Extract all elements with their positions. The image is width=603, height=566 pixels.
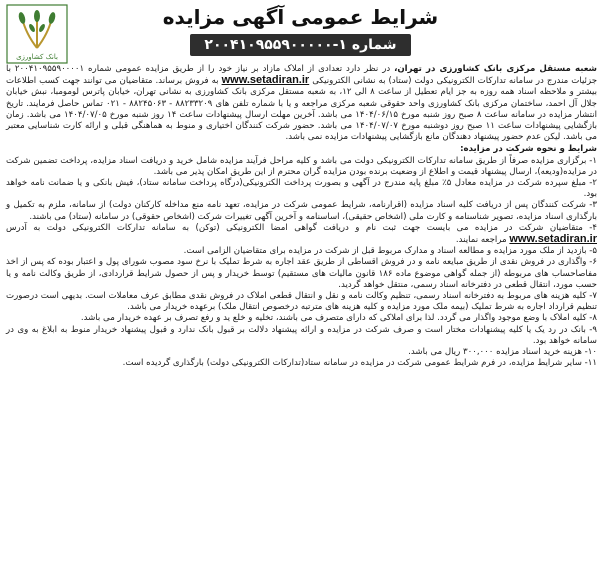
condition-item-1: ۱- برگزاری مزایده صرفاً از طریق سامانه تدارکات الکترونیکی دولت می باشد و کلیه مراحل فرآیند مزایده شامل خرید و دریافت اسناد مزایده، پرداخت تضمین شرکت در مزایده(ودیعه)، ارسال پیشنهاد قیمت و اطلاع از وضعیت برنده بودن مزایده گران محترم از این طریق امکان پذیر می باشد. [6,155,597,177]
condition-item-4-text: ۴- متقاضیان شرکت در مزایده می بایست جهت ثبت نام و دریافت گواهی امضا الکترونیکی (توکن) به سامانه تدارکات الکترونیکی دولت به آدرس [6,222,597,233]
title-box [78,2,523,62]
header [0,0,603,66]
intro-paragraph [6,64,597,143]
page-title: شرایط عمومی آگهی مزایده [162,5,439,29]
conditions-heading: شرایط و نحوه شرکت در مزایده: [460,144,597,155]
condition-item-10: ۱۰- هزینه خرید اسناد مزایده ۳۰۰,۰۰۰ ریال می باشد. [408,347,597,358]
condition-item-4-end: مراجعه نمایند. [455,235,507,246]
condition-item-8: ۸- کلیه املاک با وضع موجود واگذار می گردد. لذا برای املاکی که دارای متصرف می باشند، تخلیه و خلع ید و رفع تصرف بر عهده خریدار می باشد. [80,313,597,324]
condition-item-11: ۱۱- سایر شرایط مزایده، در فرم شرایط عمومی شرکت در مزایده در سامانه ستاد(تدارکات الکترونیکی دولت) بارگذاری گردیده است. [122,358,597,369]
condition-item-2: ۲- مبلغ سپرده شرکت در مزایده معادل ۵٪ مبلغ پایه مندرج در آگهی و بصورت پرداخت الکترونیکی(درگاه پرداخت سامانه ستاد)، فیش بانکی و یا ضمانت نامه خواهد بود. [6,178,597,200]
intro-text-1: در نظر دارد تعدادی از املاک مازاد بر نیاز خود را از طریق مزایده عمومی شماره ۲۰۰۴۱۰۹۵۵۹۰۰۰۰۱ با جزئیات مندرج در سامانه تدارکات الکترونیکی دولت (ستاد) به نشانی الکترونیکی [6,64,598,87]
bank-branch-name: شعبه مستقل مرکزی بانک کشاورزی در تهران، [394,64,598,74]
condition-item-6: ۶- واگذاری در فروش نقدی از طریق مبایعه نامه و در فروش اقساطی از طریق عقد اجاره به شرط تملیک با نرخ سود مصوب شورای پول و اعتبار بوده که پس از اخذ مفاصاحساب های مربوطه (از جمله گواهی موضوع ماده ۱۸۶ قانون مالیات های مستقیم) توسط خریدار و پس از حصول شرایط قراردادی، از طریق وکالت نامه و یا حسب مورد، انتقال قطعی در دفترخانه اسناد رسمی، منتقل خواهد گردید. [6,257,597,290]
announcement-body [6,64,597,564]
condition-item-4 [6,223,597,246]
condition-item-3: ۳- شرکت کنندگان پس از دریافت کلیه اسناد مزایده (اقرارنامه، شرایط عمومی شرکت در مزایده، تعهد نامه منع مداخله کارکنان دولت) از سامانه، ملزم به تکمیل و بارگذاری اسناد مزایده، تصویر شناسنامه و کارت ملی (اشخاص حقیقی)، اساسنامه و آخرین آگهی تغییرات شرکت (اشخاص حقوقی) در سامانه (ستاد) می باشند. [6,200,597,222]
condition-item-9: ۹- بانک در رد یک یا کلیه پیشنهادات مختار است و صرف شرکت در مزایده و ارائه پیشنهاد دلالت بر قبول بانک ندارد و قبول پیشنهاد خریدار منوط به ابلاغ به وی در سامانه خواهد بود. [6,324,597,346]
setadiran-link-2[interactable]: www.setadiran.ir [509,233,597,246]
auction-number-banner [190,34,410,56]
intro-text-2: به فروش برساند. متقاضیان می توانند جهت کسب اطلاعات بیشتر و ملاحظه اسناد همه روزه به جز ایام تعطیل از ساعت ۸ الی ۱۲، به شعبه مستقل مرکزی بانک کشاورزی به نشانی تهران، خیابان پاترس لومومبا، نبش خیابان جلال آل احمد، ساختمان مرکزی بانک کشاورزی واحد حقوقی شعبه مرکزی مراجعه و یا با شماره تلفن های ۸۸۲۳۳۲۰۹ - ۸۸۲۴۵۰۶۳ - ۰۲۱ تماس حاصل فرمایند. تاریخ انتشار مزایده در سامانه ساعت ۸ صبح روز شنبه مورخ ۱۴۰۴/۰۶/۱۵ می باشد. آخرین مهلت ارسال پیشنهادات ساعت ۱۴ روز شنبه مورخ ۱۴۰۴/۰۷/۰۵ می باشد. زمان بازگشایی پیشنهادات ساعت ۱۱ صبح روز دوشنبه مورخ ۱۴۰۴/۰۷/۰۷ می باشد. حضور شرکت کنندگان اختیاری و منوط به هماهنگی قبلی و ارائه کارت شناسایی معتبر می باشد. لیکن عدم حضور پیشنهاد دهندگان مانع بازگشایی پیشنهادات مزایده نمی باشد. [6,76,598,143]
condition-item-7: ۷- کلیه هزینه های مربوط به دفترخانه اسناد رسمی، تنظیم وکالت نامه و نقل و انتقال قطعی املاک در فروش نقدی مطابق عرف معاملات است. بدیهی است درصورت تنظیم قرارداد اجاره به شرط تملیک (بیمه ملک مورد مزایده و کلیه هزینه های مترتبه درخصوص انتقال ملک) برعهده خریدار می باشد. [6,291,597,313]
bank-keshavarzi-logo-icon [6,4,68,64]
setadiran-link[interactable]: www.setadiran.ir [221,74,310,87]
auction-number: شماره ۱-۲۰۰۴۱۰۹۵۵۹۰۰۰۰۰ [204,37,397,53]
condition-item-5: ۵- بازدید از ملک مورد مزایده و مطالعه اسناد و مدارک مربوط قبل از شرکت در مزایده برای متقاضیان الزامی است. [183,246,597,257]
logo-text: بانک کشاورزی [16,53,58,61]
